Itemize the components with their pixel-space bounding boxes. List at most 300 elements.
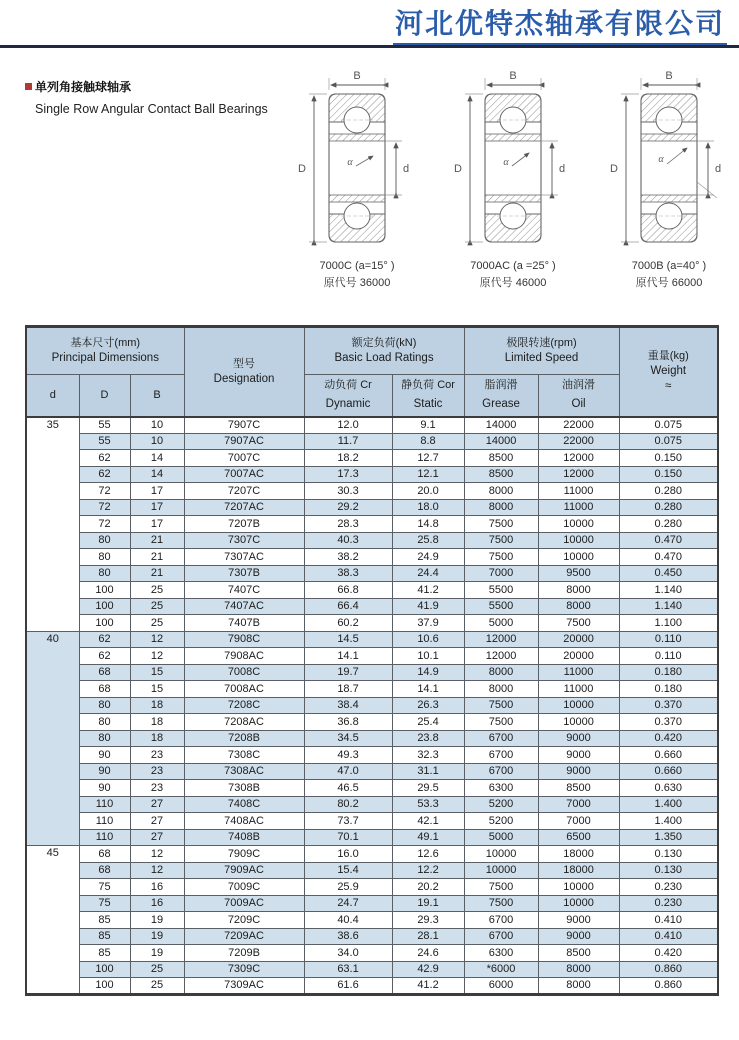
table-cell: 15 <box>130 664 184 681</box>
table-cell: 7907AC <box>184 433 304 450</box>
table-cell: 34.0 <box>304 945 392 962</box>
table-cell: 34.5 <box>304 730 392 747</box>
header-static-zh: 静负荷 Cor <box>401 379 455 392</box>
table-cell: 7500 <box>464 697 538 714</box>
table-cell: 24.4 <box>392 565 464 582</box>
table-cell: 27 <box>130 796 184 813</box>
table-cell: 14 <box>130 450 184 467</box>
table-cell: 20.0 <box>392 483 464 500</box>
table-row <box>26 780 718 797</box>
table-cell: 20000 <box>538 631 619 648</box>
table-cell: 68 <box>79 681 130 698</box>
header-speed-zh: 极限转速(rpm) <box>506 337 577 349</box>
table-cell: 12.7 <box>392 450 464 467</box>
table-cell: 8000 <box>538 598 619 615</box>
table-cell: 0.410 <box>619 928 718 945</box>
table-cell: 63.1 <box>304 961 392 978</box>
table-cell: 80 <box>79 730 130 747</box>
table-cell: 7208B <box>184 730 304 747</box>
table-cell: 7207C <box>184 483 304 500</box>
diagram-old-code: 原代号 66000 <box>635 277 703 289</box>
table-cell: 7208C <box>184 697 304 714</box>
table-cell: *6000 <box>464 961 538 978</box>
table-cell: 72 <box>79 483 130 500</box>
table-row <box>26 763 718 780</box>
table-cell: 8000 <box>464 664 538 681</box>
table-row <box>26 862 718 879</box>
table-cell: 9.1 <box>392 417 464 434</box>
table-cell: 12000 <box>538 466 619 483</box>
d-section-cell: 45 <box>26 846 79 995</box>
table-row <box>26 714 718 731</box>
table-cell: 100 <box>79 978 130 995</box>
table-cell: 70.1 <box>304 829 392 846</box>
table-cell: 6000 <box>464 978 538 995</box>
page-header <box>0 6 739 45</box>
table-cell: 7408B <box>184 829 304 846</box>
table-cell: 28.3 <box>304 516 392 533</box>
table-cell: 20000 <box>538 648 619 665</box>
table-cell: 72 <box>79 516 130 533</box>
table-cell: 5500 <box>464 598 538 615</box>
table-row <box>26 796 718 813</box>
table-cell: 38.3 <box>304 565 392 582</box>
table-row <box>26 450 718 467</box>
table-cell: 12 <box>130 648 184 665</box>
table-cell: 53.3 <box>392 796 464 813</box>
table-cell: 21 <box>130 549 184 566</box>
table-cell: 6300 <box>464 945 538 962</box>
table-cell: 42.1 <box>392 813 464 830</box>
table-cell: 7308B <box>184 780 304 797</box>
table-row <box>26 532 718 549</box>
table-cell: 49.3 <box>304 747 392 764</box>
table-row <box>26 615 718 632</box>
table-cell: 0.420 <box>619 945 718 962</box>
table-cell: 7407AC <box>184 598 304 615</box>
table-cell: 7209AC <box>184 928 304 945</box>
table-cell: 7207B <box>184 516 304 533</box>
table-cell: 9000 <box>538 763 619 780</box>
table-cell: 25 <box>130 598 184 615</box>
table-cell: 41.2 <box>392 582 464 599</box>
table-cell: 40.3 <box>304 532 392 549</box>
table-cell: 7007AC <box>184 466 304 483</box>
table-cell: 12000 <box>464 631 538 648</box>
table-cell: 62 <box>79 648 130 665</box>
table-cell: 10000 <box>538 879 619 896</box>
table-cell: 7007C <box>184 450 304 467</box>
table-cell: 1.400 <box>619 813 718 830</box>
header-designation-en: Designation <box>213 372 275 385</box>
header-weight-en: Weight <box>650 365 687 378</box>
diagram-name: 7000B (a=40° ) <box>631 260 707 272</box>
table-cell: 12.2 <box>392 862 464 879</box>
table-cell: 0.075 <box>619 417 718 434</box>
table-cell: 7500 <box>464 549 538 566</box>
table-cell: 27 <box>130 829 184 846</box>
table-cell: 41.2 <box>392 978 464 995</box>
header-grease-en: Grease <box>482 398 520 411</box>
table-cell: 42.9 <box>392 961 464 978</box>
table-cell: 49.1 <box>392 829 464 846</box>
header-dynamic <box>304 375 392 417</box>
header-limited-speed <box>464 327 619 375</box>
header-weight <box>619 327 718 417</box>
product-title-en: Single Row Angular Contact Ball Bearings <box>35 102 268 116</box>
table-row <box>26 499 718 516</box>
table-cell: 30.3 <box>304 483 392 500</box>
table-cell: 8000 <box>538 582 619 599</box>
table-cell: 12000 <box>538 450 619 467</box>
table-row <box>26 978 718 995</box>
table-cell: 0.420 <box>619 730 718 747</box>
table-cell: 21 <box>130 565 184 582</box>
table-cell: 0.150 <box>619 466 718 483</box>
table-cell: 5500 <box>464 582 538 599</box>
table-cell: 11.7 <box>304 433 392 450</box>
table-cell: 15 <box>130 681 184 698</box>
table-cell: 7009AC <box>184 895 304 912</box>
header-col-D: D <box>79 375 130 417</box>
table-cell: 8000 <box>538 961 619 978</box>
table-cell: 110 <box>79 813 130 830</box>
table-cell: 68 <box>79 862 130 879</box>
table-cell: 7309C <box>184 961 304 978</box>
header-designation-zh: 型号 <box>233 357 256 370</box>
header-dims-zh: 基本尺寸(mm) <box>70 337 141 349</box>
table-cell: 8500 <box>464 450 538 467</box>
table-cell: 8000 <box>464 681 538 698</box>
table-cell: 12 <box>130 846 184 863</box>
table-row <box>26 961 718 978</box>
table-cell: 66.8 <box>304 582 392 599</box>
table-cell: 25.4 <box>392 714 464 731</box>
table-cell: 68 <box>79 846 130 863</box>
table-row <box>26 483 718 500</box>
d-section-cell: 40 <box>26 631 79 846</box>
table-cell: 80.2 <box>304 796 392 813</box>
table-cell: 7208AC <box>184 714 304 731</box>
table-cell: 29.5 <box>392 780 464 797</box>
table-cell: 24.7 <box>304 895 392 912</box>
table-cell: 6700 <box>464 730 538 747</box>
table-cell: 7500 <box>464 516 538 533</box>
table-cell: 38.6 <box>304 928 392 945</box>
table-cell: 46.5 <box>304 780 392 797</box>
dim-label-alpha: α <box>347 157 353 168</box>
header-dynamic-en: Dynamic <box>325 398 371 411</box>
table-cell: 38.2 <box>304 549 392 566</box>
table-cell: 0.860 <box>619 978 718 995</box>
table-cell: 0.280 <box>619 483 718 500</box>
table-cell: 16 <box>130 879 184 896</box>
table-cell: 7000 <box>538 796 619 813</box>
header-weight-approx: ≈ <box>665 380 672 393</box>
table-row <box>26 697 718 714</box>
table-row <box>26 681 718 698</box>
dim-label-alpha: α <box>658 154 664 165</box>
table-cell: 18 <box>130 730 184 747</box>
table-cell: 18.7 <box>304 681 392 698</box>
table-cell: 7309AC <box>184 978 304 995</box>
table-cell: 25 <box>130 978 184 995</box>
table-cell: 8.8 <box>392 433 464 450</box>
table-cell: 9000 <box>538 912 619 929</box>
table-cell: 14.9 <box>392 664 464 681</box>
table-cell: 7207AC <box>184 499 304 516</box>
table-row <box>26 648 718 665</box>
table-cell: 6300 <box>464 780 538 797</box>
header-dynamic-zh: 动负荷 Cr <box>324 379 372 392</box>
table-cell: 0.110 <box>619 631 718 648</box>
table-cell: 5000 <box>464 615 538 632</box>
table-cell: 7500 <box>464 714 538 731</box>
table-cell: 21 <box>130 532 184 549</box>
table-cell: 11000 <box>538 483 619 500</box>
table-cell: 14000 <box>464 433 538 450</box>
table-cell: 15.4 <box>304 862 392 879</box>
table-cell: 0.450 <box>619 565 718 582</box>
table-body <box>26 417 718 995</box>
dim-label-D: D <box>610 163 618 175</box>
table-cell: 8000 <box>464 483 538 500</box>
table-cell: 110 <box>79 796 130 813</box>
table-row <box>26 730 718 747</box>
bearing-cross-section-icon <box>605 70 733 256</box>
table-cell: 100 <box>79 615 130 632</box>
diagram-name: 7000C (a=15° ) <box>319 260 395 272</box>
table-cell: 10000 <box>538 549 619 566</box>
dim-label-D: D <box>454 163 462 175</box>
table-cell: 8500 <box>538 945 619 962</box>
table-cell: 62 <box>79 631 130 648</box>
table-cell: 28.1 <box>392 928 464 945</box>
table-cell: 6700 <box>464 747 538 764</box>
table-cell: 16 <box>130 895 184 912</box>
table-cell: 1.100 <box>619 615 718 632</box>
table-cell: 61.6 <box>304 978 392 995</box>
table-cell: 19.7 <box>304 664 392 681</box>
table-cell: 31.1 <box>392 763 464 780</box>
header-static-en: Static <box>413 398 443 411</box>
table-cell: 18 <box>130 697 184 714</box>
table-cell: 10000 <box>538 714 619 731</box>
table-cell: 36.8 <box>304 714 392 731</box>
table-row <box>26 945 718 962</box>
table-cell: 0.660 <box>619 763 718 780</box>
table-cell: 7308AC <box>184 763 304 780</box>
header-oil-zh: 油润滑 <box>562 379 596 392</box>
table-cell: 19 <box>130 945 184 962</box>
table-cell: 23 <box>130 780 184 797</box>
table-cell: 17.3 <box>304 466 392 483</box>
table-row <box>26 912 718 929</box>
table-cell: 25 <box>130 961 184 978</box>
table-cell: 80 <box>79 697 130 714</box>
table-cell: 80 <box>79 549 130 566</box>
table-cell: 7908C <box>184 631 304 648</box>
table-cell: 10 <box>130 417 184 434</box>
table-cell: 80 <box>79 565 130 582</box>
table-cell: 7907C <box>184 417 304 434</box>
table-cell: 19.1 <box>392 895 464 912</box>
table-cell: 7008AC <box>184 681 304 698</box>
header-basic-load-ratings <box>304 327 464 375</box>
table-cell: 14.8 <box>392 516 464 533</box>
dim-label-d: d <box>402 163 410 175</box>
table-cell: 10000 <box>538 895 619 912</box>
table-cell: 25 <box>130 582 184 599</box>
table-cell: 23.8 <box>392 730 464 747</box>
product-title-zh: 单列角接触球轴承 <box>35 80 132 94</box>
dim-label-d: d <box>714 163 722 175</box>
table-cell: 0.075 <box>619 433 718 450</box>
table-cell: 0.410 <box>619 912 718 929</box>
table-cell: 7209B <box>184 945 304 962</box>
table-cell: 7908AC <box>184 648 304 665</box>
table-cell: 38.4 <box>304 697 392 714</box>
table-cell: 5200 <box>464 813 538 830</box>
table-cell: 60.2 <box>304 615 392 632</box>
table-cell: 7500 <box>538 615 619 632</box>
bearing-diagram-7000C <box>288 70 426 292</box>
table-cell: 17 <box>130 516 184 533</box>
table-cell: 7500 <box>464 879 538 896</box>
table-cell: 7008C <box>184 664 304 681</box>
bearing-diagram-7000B <box>600 70 738 292</box>
table-cell: 1.140 <box>619 598 718 615</box>
table-cell: 17 <box>130 499 184 516</box>
table-cell: 0.470 <box>619 549 718 566</box>
table-cell: 18 <box>130 714 184 731</box>
table-row <box>26 879 718 896</box>
table-cell: 75 <box>79 895 130 912</box>
table-cell: 90 <box>79 780 130 797</box>
table-cell: 14.5 <box>304 631 392 648</box>
company-name: 河北优特杰轴承有限公司 <box>393 6 727 45</box>
table-cell: 75 <box>79 879 130 896</box>
table-cell: 0.660 <box>619 747 718 764</box>
table-cell: 7408AC <box>184 813 304 830</box>
table-cell: 85 <box>79 928 130 945</box>
table-cell: 90 <box>79 747 130 764</box>
table-cell: 25.9 <box>304 879 392 896</box>
table-cell: 0.230 <box>619 895 718 912</box>
table-cell: 25 <box>130 615 184 632</box>
table-cell: 19 <box>130 912 184 929</box>
table-cell: 8500 <box>464 466 538 483</box>
table-row <box>26 417 718 434</box>
table-row <box>26 846 718 863</box>
table-cell: 10.6 <box>392 631 464 648</box>
table-cell: 7407C <box>184 582 304 599</box>
table-cell: 22000 <box>538 417 619 434</box>
table-cell: 55 <box>79 417 130 434</box>
table-cell: 8000 <box>464 499 538 516</box>
header-load-en: Basic Load Ratings <box>334 352 434 364</box>
table-cell: 11000 <box>538 499 619 516</box>
table-cell: 0.280 <box>619 516 718 533</box>
header-load-zh: 额定负荷(kN) <box>351 337 417 349</box>
table-cell: 10000 <box>538 516 619 533</box>
table-cell: 11000 <box>538 664 619 681</box>
header-grease <box>464 375 538 417</box>
table-row <box>26 829 718 846</box>
header-designation <box>184 327 304 417</box>
table-cell: 1.400 <box>619 796 718 813</box>
table-cell: 110 <box>79 829 130 846</box>
table-cell: 7909C <box>184 846 304 863</box>
dim-label-B: B <box>665 70 673 82</box>
table-cell: 85 <box>79 912 130 929</box>
header-col-B: B <box>130 375 184 417</box>
table-cell: 19 <box>130 928 184 945</box>
header-dims-en: Principal Dimensions <box>51 352 159 364</box>
d-section-cell: 35 <box>26 417 79 632</box>
header-divider <box>0 45 739 48</box>
table-cell: 62 <box>79 450 130 467</box>
table-cell: 20.2 <box>392 879 464 896</box>
table-cell: 0.280 <box>619 499 718 516</box>
table-cell: 7307B <box>184 565 304 582</box>
dim-label-B: B <box>353 70 361 82</box>
table-cell: 18.2 <box>304 450 392 467</box>
header-static <box>392 375 464 417</box>
header-oil <box>538 375 619 417</box>
table-cell: 55 <box>79 433 130 450</box>
table-cell: 12.0 <box>304 417 392 434</box>
table-cell: 18.0 <box>392 499 464 516</box>
table-cell: 9000 <box>538 747 619 764</box>
table-cell: 29.2 <box>304 499 392 516</box>
table-cell: 80 <box>79 532 130 549</box>
table-cell: 18000 <box>538 862 619 879</box>
table-cell: 10000 <box>538 697 619 714</box>
table-cell: 24.9 <box>392 549 464 566</box>
table-cell: 85 <box>79 945 130 962</box>
table-cell: 0.630 <box>619 780 718 797</box>
table-cell: 72 <box>79 499 130 516</box>
table-row <box>26 631 718 648</box>
table-cell: 73.7 <box>304 813 392 830</box>
table-row <box>26 582 718 599</box>
table-cell: 41.9 <box>392 598 464 615</box>
table-cell: 12 <box>130 631 184 648</box>
table-cell: 7009C <box>184 879 304 896</box>
table-cell: 12.6 <box>392 846 464 863</box>
table-cell: 9000 <box>538 928 619 945</box>
table-cell: 24.6 <box>392 945 464 962</box>
table-cell: 0.180 <box>619 681 718 698</box>
table-cell: 14.1 <box>392 681 464 698</box>
table-cell: 5200 <box>464 796 538 813</box>
table-cell: 6700 <box>464 912 538 929</box>
table-cell: 5000 <box>464 829 538 846</box>
table-cell: 0.150 <box>619 450 718 467</box>
table-row <box>26 598 718 615</box>
table-cell: 0.860 <box>619 961 718 978</box>
header-col-d: d <box>26 375 79 417</box>
table-cell: 9500 <box>538 565 619 582</box>
table-cell: 0.370 <box>619 697 718 714</box>
table-cell: 7307AC <box>184 549 304 566</box>
header-principal-dimensions <box>26 327 184 375</box>
table-row <box>26 895 718 912</box>
table-cell: 1.350 <box>619 829 718 846</box>
table-cell: 14000 <box>464 417 538 434</box>
table-cell: 10.1 <box>392 648 464 665</box>
